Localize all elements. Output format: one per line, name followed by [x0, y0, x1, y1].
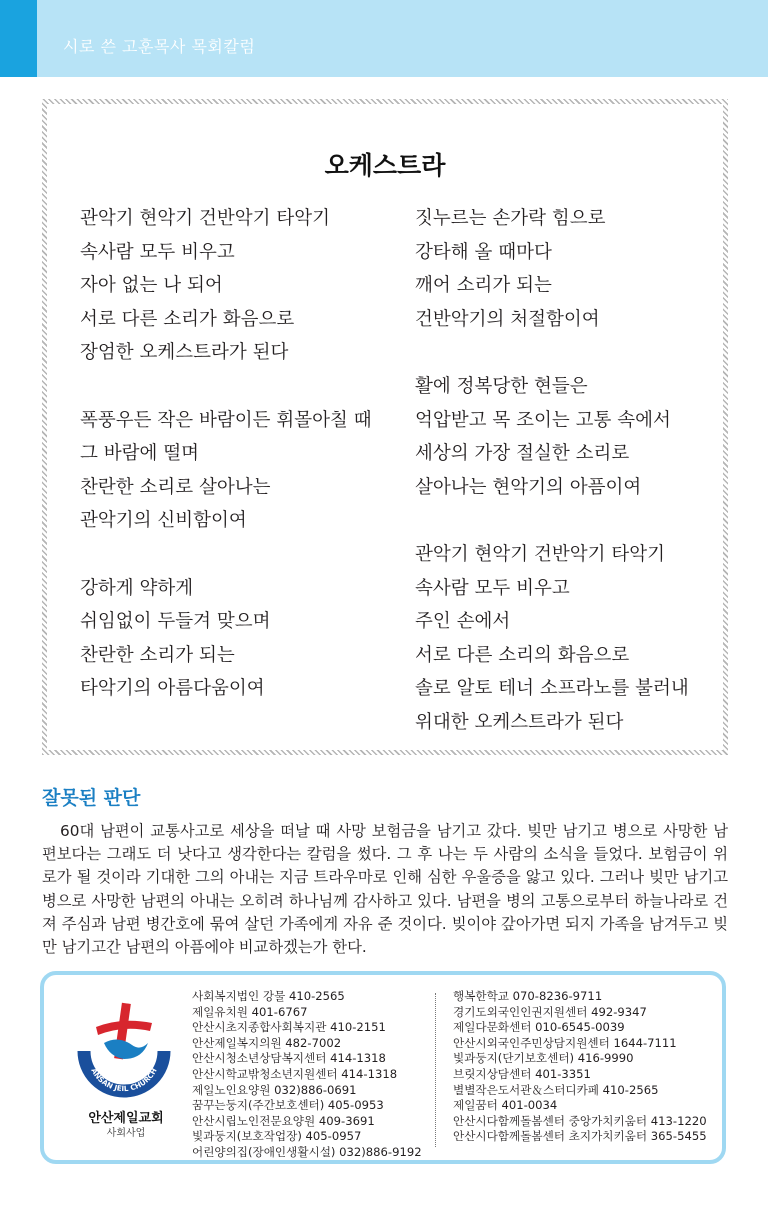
header-title: 시로 쓴 고훈목사 목회칼럼 — [63, 37, 256, 56]
poem-line — [80, 370, 372, 404]
poem-line: 서로 다른 소리가 화음으로 — [80, 308, 295, 330]
poem-line: 관악기 현악기 건반악기 타악기 — [415, 543, 665, 565]
poem-line: 그 바람에 떨며 — [80, 443, 199, 465]
institution-item: 브릿지상담센터 401-3351 — [453, 1066, 591, 1081]
institution-item: 별별작은도서관＆스터디카페 410-2565 — [453, 1082, 659, 1097]
institution-item: 안산시다함께돌봄센터 중앙가치키움터 413-1220 — [453, 1113, 707, 1128]
poem-line: 주인 손에서 — [415, 611, 511, 633]
poem-line: 살아나는 현악기의 아픔이여 — [415, 476, 642, 498]
poem-line: 강하게 약하게 — [80, 577, 194, 599]
institution-item: 제일노인요양원 032)886-0691 — [192, 1082, 357, 1097]
institution-item: 안산시청소년상담복지센터 414-1318 — [192, 1051, 386, 1066]
poem-line: 찬란한 소리가 되는 — [80, 644, 235, 666]
poem-line: 자아 없는 나 되어 — [80, 275, 223, 297]
poem-line: 속사람 모두 비우고 — [80, 241, 235, 263]
poem-line: 서로 다른 소리의 화음으로 — [415, 644, 630, 666]
institution-item: 안산시다함께돌봄센터 초지가치키움터 365-5455 — [453, 1129, 707, 1144]
institution-list-1 — [192, 989, 422, 1161]
institution-item: 빛과둥지(단기보호센터) 416-9990 — [453, 1051, 634, 1066]
institution-item: 안산제일복지의원 482-7002 — [192, 1035, 342, 1050]
poem-line: 깨어 소리가 되는 — [415, 275, 552, 297]
institution-item: 안산시초지종합사회복지관 410-2151 — [192, 1020, 386, 1035]
poem-box — [42, 99, 728, 755]
poem-line: 폭풍우든 작은 바람이든 휘몰아칠 때 — [80, 409, 372, 431]
institution-item: 빛과둥지(보호작업장) 405-0957 — [192, 1129, 362, 1144]
column-paragraph: 60대 남편이 교통사고로 세상을 떠날 때 사망 보험금을 남기고 갔다. 빚만 남기고 병으로 사망한 남편보다는 그래도 더 낫다고 생각한다는 칼럼을 썼다. 그 후 나는 두 사람의 소식을 들었다. 보험금이 위로가 될 것이라 기대한 그의 아내는 지금 트라우마로 인해 심한 우울증을 앓고 있다. 그러나 빚만 남기고 병으로 사망한 남편의 아내는 오히려 하나님께 감사하고 있다. 남편을 병의 고통으로부터 하늘나라로 건져 주심과 남편 병간호에 묶여 살던 가족에게 자유 준 것이다. 빚이야 갚아가면 되지 가족을 남겨두고 빚만 남기고간 남편의 아픔에야 비교하겠는가 한다. — [42, 822, 728, 957]
column-body — [42, 820, 728, 959]
column-title: 잘못된 판단 — [42, 787, 141, 809]
poem-line: 건반악기의 처절함이여 — [415, 308, 600, 330]
poem-line: 관악기의 신비함이여 — [80, 510, 247, 532]
poem-line — [80, 538, 372, 572]
institution-item: 안산시립노인전문요양원 409-3691 — [192, 1113, 375, 1128]
institution-item: 행복한학교 070-8236-9711 — [453, 989, 603, 1003]
poem-left-column — [80, 202, 372, 706]
poem-right-column — [415, 202, 689, 740]
dove-icon — [104, 1039, 148, 1059]
poem-line — [415, 336, 689, 370]
poem-line: 장엄한 오케스트라가 된다 — [80, 342, 289, 364]
poem-line: 짓누르는 손가락 힘으로 — [415, 208, 606, 229]
footer-box — [40, 971, 726, 1164]
institution-item: 제일꿈터 401-0034 — [453, 1098, 558, 1113]
institution-item: 제일다문화센터 010-6545-0039 — [453, 1020, 625, 1035]
logo-church-name: 안산제일교회 — [88, 1111, 164, 1126]
poem-line: 활에 정복당한 현들은 — [415, 375, 588, 397]
poem-line: 찬란한 소리로 살아나는 — [80, 476, 271, 498]
header-accent-tab — [0, 0, 37, 77]
poem-line: 관악기 현악기 건반악기 타악기 — [80, 208, 330, 229]
poem-line — [415, 504, 689, 538]
institution-item: 어린양의집(장애인생활시설) 032)886-9192 — [192, 1144, 422, 1159]
poem-line: 위대한 오케스트라가 된다 — [415, 711, 624, 733]
logo-subtitle: 사회사업 — [106, 1128, 146, 1139]
institution-item: 안산시학교밖청소년지원센터 414-1318 — [192, 1066, 398, 1081]
logo-ring-text: ANSAN JEIL CHURCH — [89, 1066, 159, 1094]
page-header — [0, 0, 768, 77]
poem-line: 강타해 올 때마다 — [415, 241, 552, 263]
poem-line: 억압받고 목 조이는 고통 속에서 — [415, 409, 671, 431]
institution-item: 안산시외국인주민상담지원센터 1644-7111 — [453, 1035, 677, 1050]
poem-line: 속사람 모두 비우고 — [415, 577, 570, 599]
poem-title: 오케스트라 — [324, 151, 446, 180]
institution-item: 제일유치원 401-6767 — [192, 1004, 308, 1019]
poem-line: 쉬임없이 두들겨 맞으며 — [80, 611, 271, 633]
institution-item: 경기도외국인인권지원센터 492-9347 — [453, 1004, 647, 1019]
poem-line: 타악기의 아름다움이여 — [80, 678, 265, 700]
poem-line: 솔로 알토 테너 소프라노를 불러내 — [415, 678, 689, 700]
footer-divider — [435, 993, 436, 1147]
church-logo — [74, 999, 174, 1099]
institution-item: 사회복지법인 강물 410-2565 — [192, 989, 345, 1003]
institution-list-2 — [453, 989, 707, 1145]
poem-line: 세상의 가장 절실한 소리로 — [415, 443, 630, 465]
institution-item: 꿈꾸는둥지(주간보호센터) 405-0953 — [192, 1098, 384, 1113]
